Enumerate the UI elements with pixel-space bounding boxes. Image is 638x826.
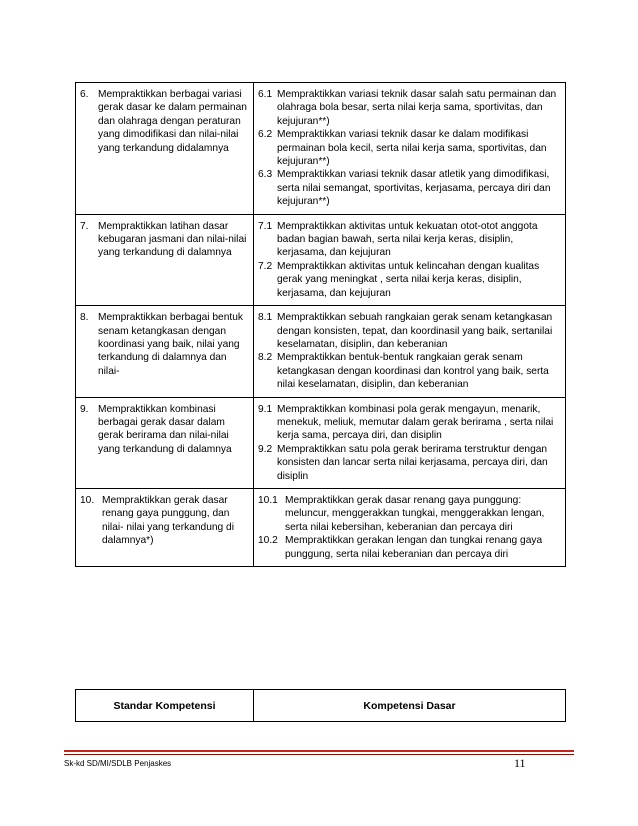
sk-cell [76,83,254,215]
kd-cell [254,214,566,305]
kd-item [258,443,561,483]
sk-text: Mempraktikkan latihan dasar kebugaran jasmani dan nilai-nilai yang terkandung di dalamnya [98,220,247,259]
kd-number: 6.2 [258,129,273,141]
competency-table [75,82,566,567]
kd-text: Mempraktikkan satu pola gerak berirama terstruktur dengan konsisten dan lancar serta nilai kerjasama, percaya diri, dan disiplin [277,443,548,482]
table-row [76,214,566,305]
kd-number: 10.1 [258,494,278,506]
kd-number: 10.2 [258,535,278,547]
kd-number: 9.2 [258,443,273,455]
header-kompetensi-dasar: Kompetensi Dasar [254,690,566,722]
kd-number: 6.1 [258,89,273,100]
kd-text: Mempraktikkan sebuah rangkaian gerak senam ketangkasan dengan konsisten, tepat, dan koordinasil yang baik, sertanilai keselamatan, disiplin, dan keberanian [277,312,553,350]
sk-number: 10. [80,494,95,506]
kd-number: 9.1 [258,403,273,415]
kd-text: Mempraktikkan aktivitas untuk kelincahan dengan kualitas gerak yang meningkat , serta nilai kerja keras, disiplin, kerjasama, dan kejujuran [277,260,540,299]
table-row [76,397,566,488]
kd-item [258,351,561,391]
table-row [76,83,566,215]
sk-text: Mempraktikkan berbagai bentuk senam ketangkasan dengan koordinasi yang baik, nilai yang terkandung di dalamnya dan nilai- [98,312,243,377]
header-standar-kompetensi: Standar Kompetensi [76,690,254,722]
kd-text: Mempraktikkan gerakan lengan dan tungkai renang gaya punggung, serta nilai keberanian dan percaya diri [285,535,543,560]
sk-number: 7. [80,220,89,232]
kd-text: Mempraktikkan kombinasi pola gerak mengayun, menarik, menekuk, meliuk, memutar dalam gerak berirama , serta nilai kerja sama, percaya diri, dan disiplin [277,403,554,442]
column-header-table [75,689,566,722]
kd-cell [254,488,566,566]
kd-item [258,220,561,260]
header-row [76,690,566,722]
sk-text: Mempraktikkan gerak dasar renang gaya punggung, dan nilai- nilai yang terkandung di dalamnya*) [102,494,234,547]
page-number: 11 [514,756,526,770]
kd-text: Mempraktikkan variasi teknik dasar ke dalam modifikasi permainan bola kecil, serta nilai kerja sama, sportivitas, dan kejujuran**) [277,129,547,168]
kd-number: 8.2 [258,352,273,364]
kd-item [258,403,561,443]
footer-document-title: Sk-kd SD/MI/SDLB Penjaskes [64,759,172,768]
kd-item [258,88,561,128]
kd-text: Mempraktikkan aktivitas untuk kekuatan otot-otot anggota badan bagian bawah, serta nilai kerja keras, disiplin, kerjasama, dan kejujuran [277,220,538,259]
sk-cell [76,214,254,305]
sk-number: 9. [80,403,89,415]
kd-text: Mempraktikkan bentuk-bentuk rangkaian gerak senam ketangkasan dengan koordinasi dan kontrol yang baik, serta nilai keselamatan, disiplin, dan keberanian [277,352,549,391]
kd-number: 7.1 [258,220,273,232]
kd-text: Mempraktikkan variasi teknik dasar salah satu permainan dan olahraga bola besar, serta nilai kerja sama, sportivitas, dan kejujuran**) [277,89,557,127]
sk-number: 6. [80,89,89,100]
kd-item [258,128,561,168]
sk-text: Mempraktikkan berbagai variasi gerak dasar ke dalam permainan dan olahraga dengan peraturan yang dimodifikasi dan nilai-nilai yang terkandung didalamnya [98,89,247,154]
kd-text: Mempraktikkan gerak dasar renang gaya punggung: meluncur, menggerakkan tungkai, menggerakkan lengan, serta nilai kebersihan, keberanian dan percaya diri [285,494,545,533]
kd-text: Mempraktikkan variasi teknik dasar atletik yang dimodifikasi, serta nilai semangat, sportivitas, kerjasama, percaya diri dan kejujuran**) [277,169,551,208]
kd-item [258,260,561,300]
kd-item [258,494,561,534]
table-row [76,306,566,397]
sk-number: 8. [80,312,89,324]
kd-cell [254,397,566,488]
sk-cell [76,488,254,566]
sk-text: Mempraktikkan kombinasi berbagai gerak dasar dalam gerak berirama dan nilai-nilai yang terkandung di dalamnya [98,403,232,455]
kd-cell [254,83,566,215]
kd-number: 7.2 [258,260,273,272]
footer-rule [64,750,574,752]
kd-item [258,168,561,208]
kd-item [258,311,561,351]
table-row [76,488,566,566]
kd-cell [254,306,566,397]
kd-number: 6.3 [258,169,273,181]
kd-item [258,534,561,561]
sk-cell [76,397,254,488]
footer-rule-thin [64,754,574,755]
kd-number: 8.1 [258,312,273,324]
sk-cell [76,306,254,397]
